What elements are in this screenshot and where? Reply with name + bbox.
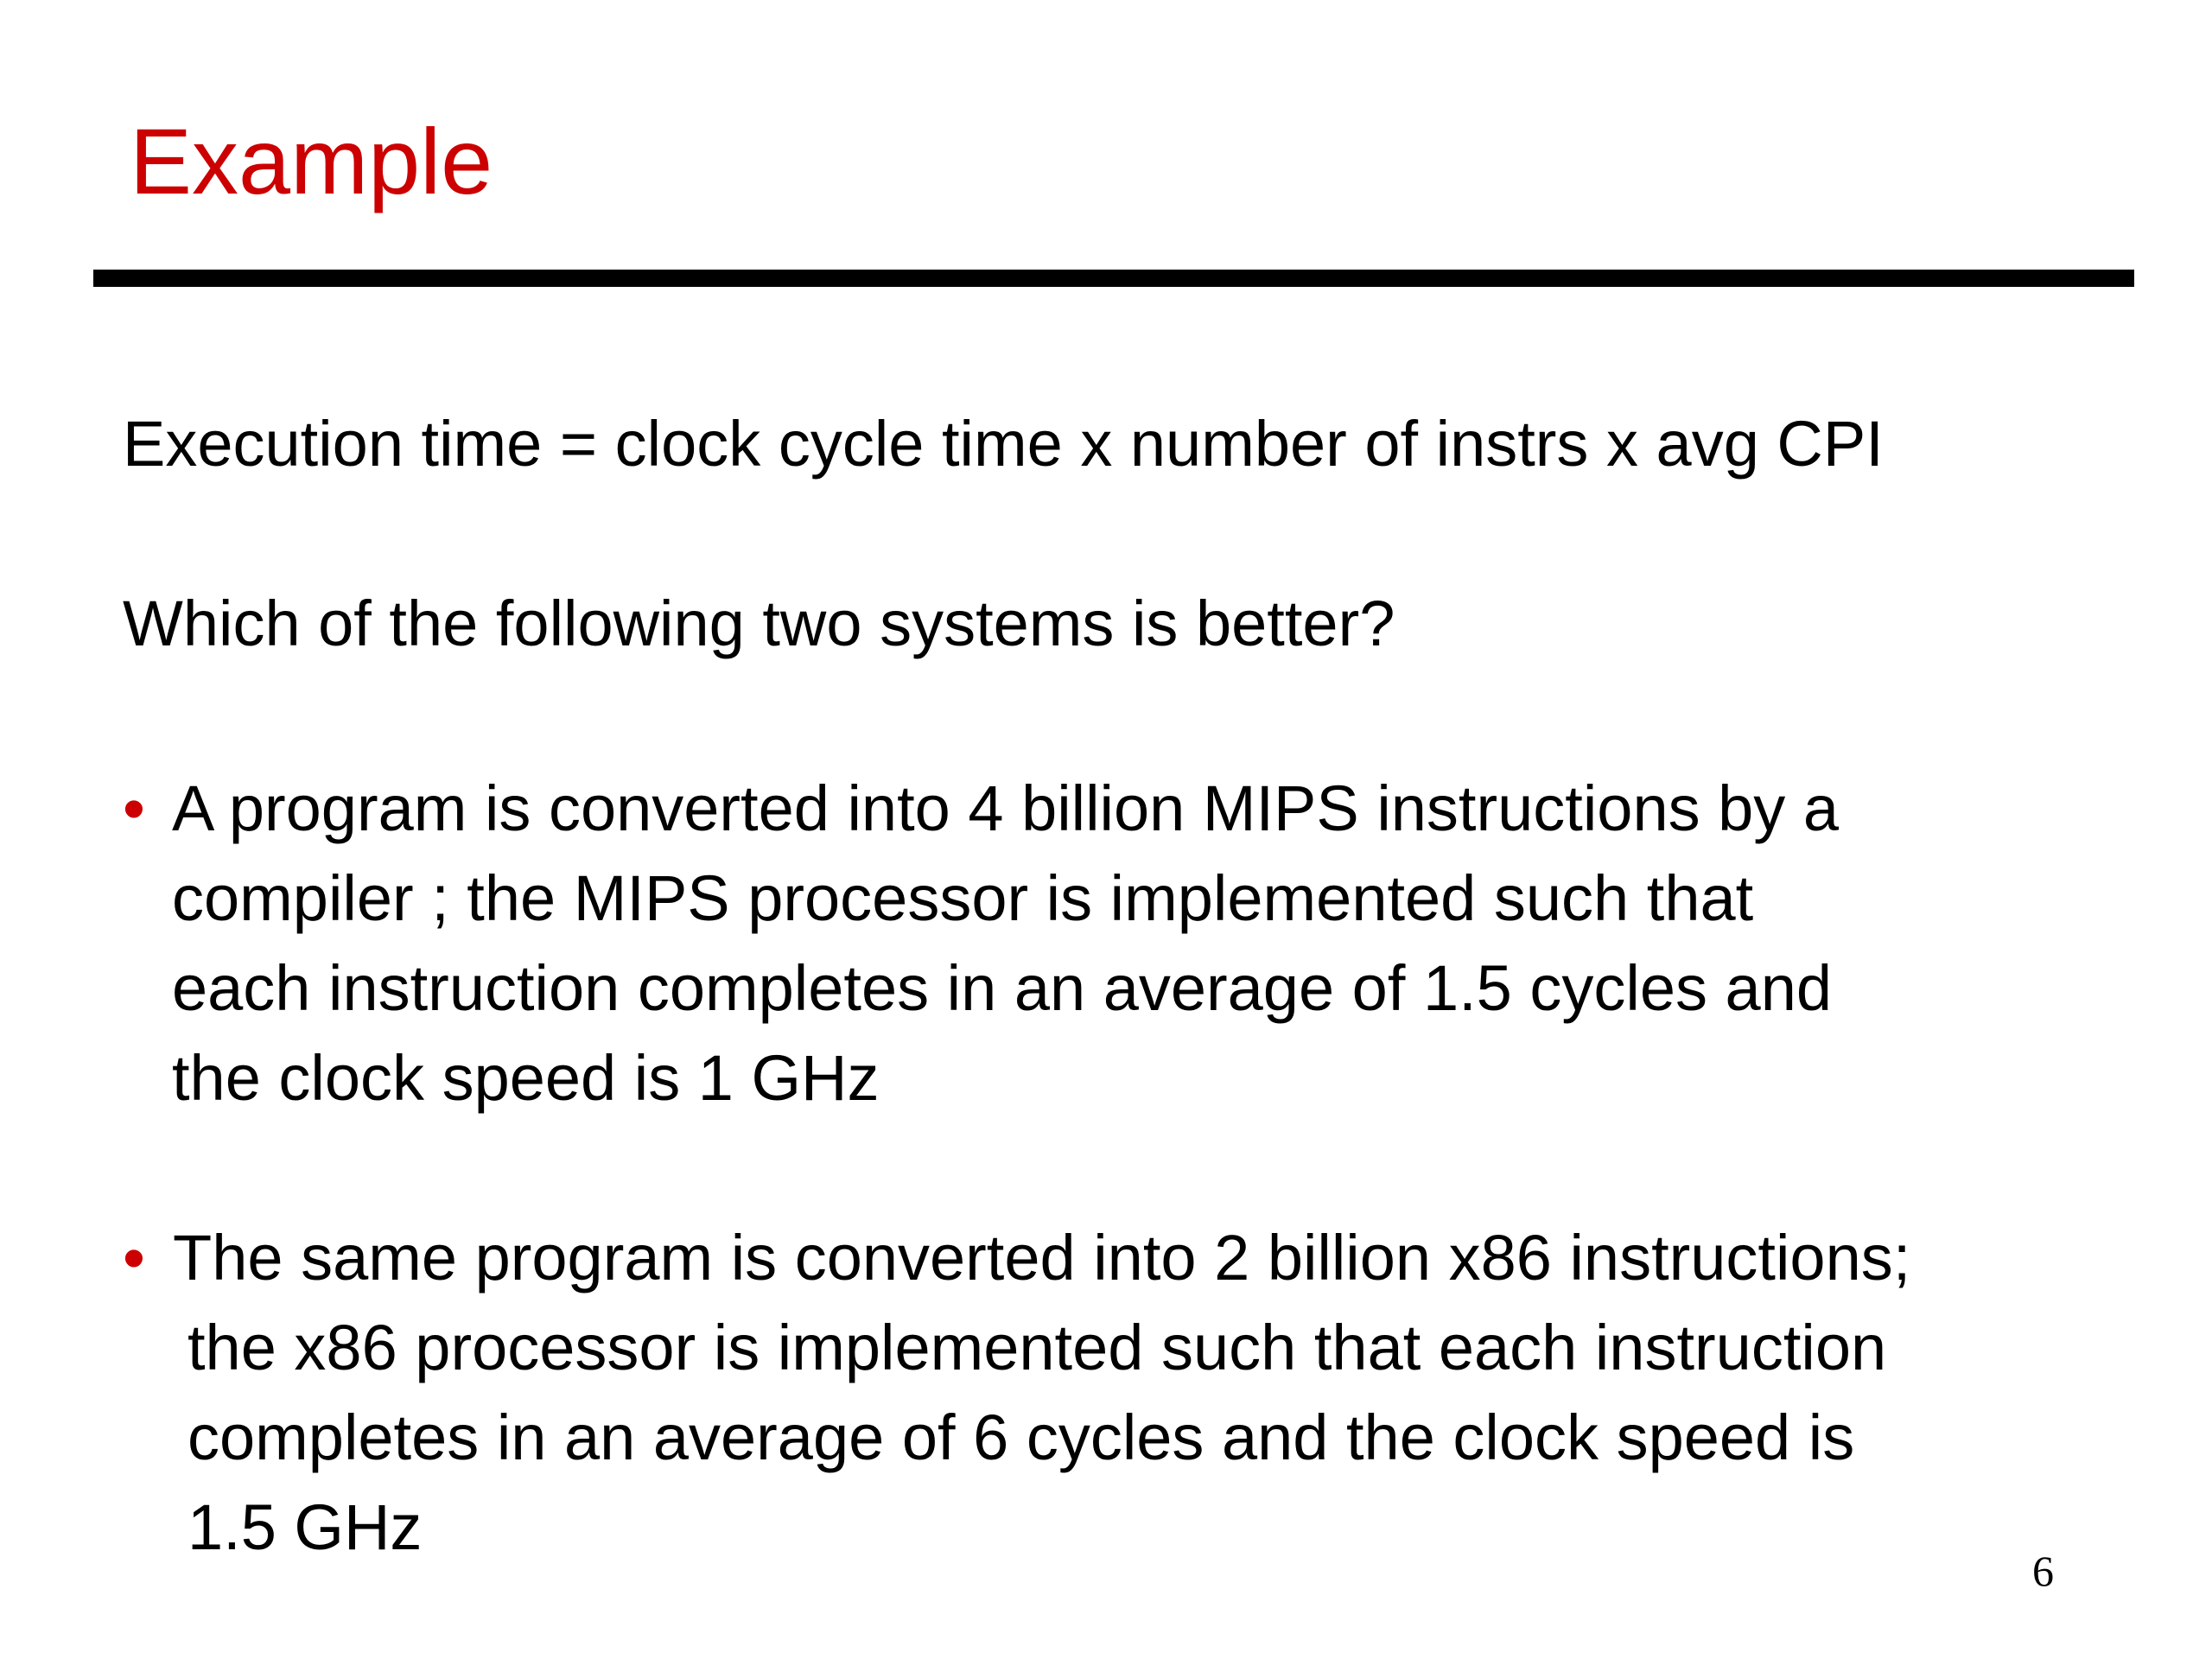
bullet-line: compiler ; the MIPS processor is implemented such that — [172, 862, 1754, 934]
bullet-line: completes in an average of 6 cycles and the clock speed is — [188, 1402, 1855, 1473]
bullet-text — [123, 764, 2110, 1123]
bullet-line: the x86 processor is implemented such that each instruction — [188, 1312, 1887, 1383]
bullet-item-mips — [123, 764, 2110, 1123]
bullet-line: A program is converted into 4 billion MIPS instructions by a — [172, 772, 1840, 844]
bullet-marker: • — [123, 1222, 145, 1294]
bullet-line: The same program is converted into 2 billion x86 instructions; — [173, 1222, 1911, 1294]
bullet-line: the clock speed is 1 GHz — [172, 1042, 880, 1114]
title-divider — [93, 270, 2134, 287]
question-text: Which of the following two systems is better? — [123, 588, 1395, 659]
page-number: 6 — [2032, 1547, 2054, 1595]
bullet-line: 1.5 GHz — [188, 1491, 423, 1563]
bullet-marker: • — [123, 772, 145, 844]
bullet-item-x86 — [123, 1213, 2153, 1573]
bullet-text — [123, 1213, 2153, 1573]
formula-text: Execution time = clock cycle time x number of instrs x avg CPI — [123, 408, 1884, 480]
slide-title: Example — [130, 109, 493, 213]
bullet-line: each instruction completes in an average of 1.5 cycles and — [172, 952, 1833, 1024]
